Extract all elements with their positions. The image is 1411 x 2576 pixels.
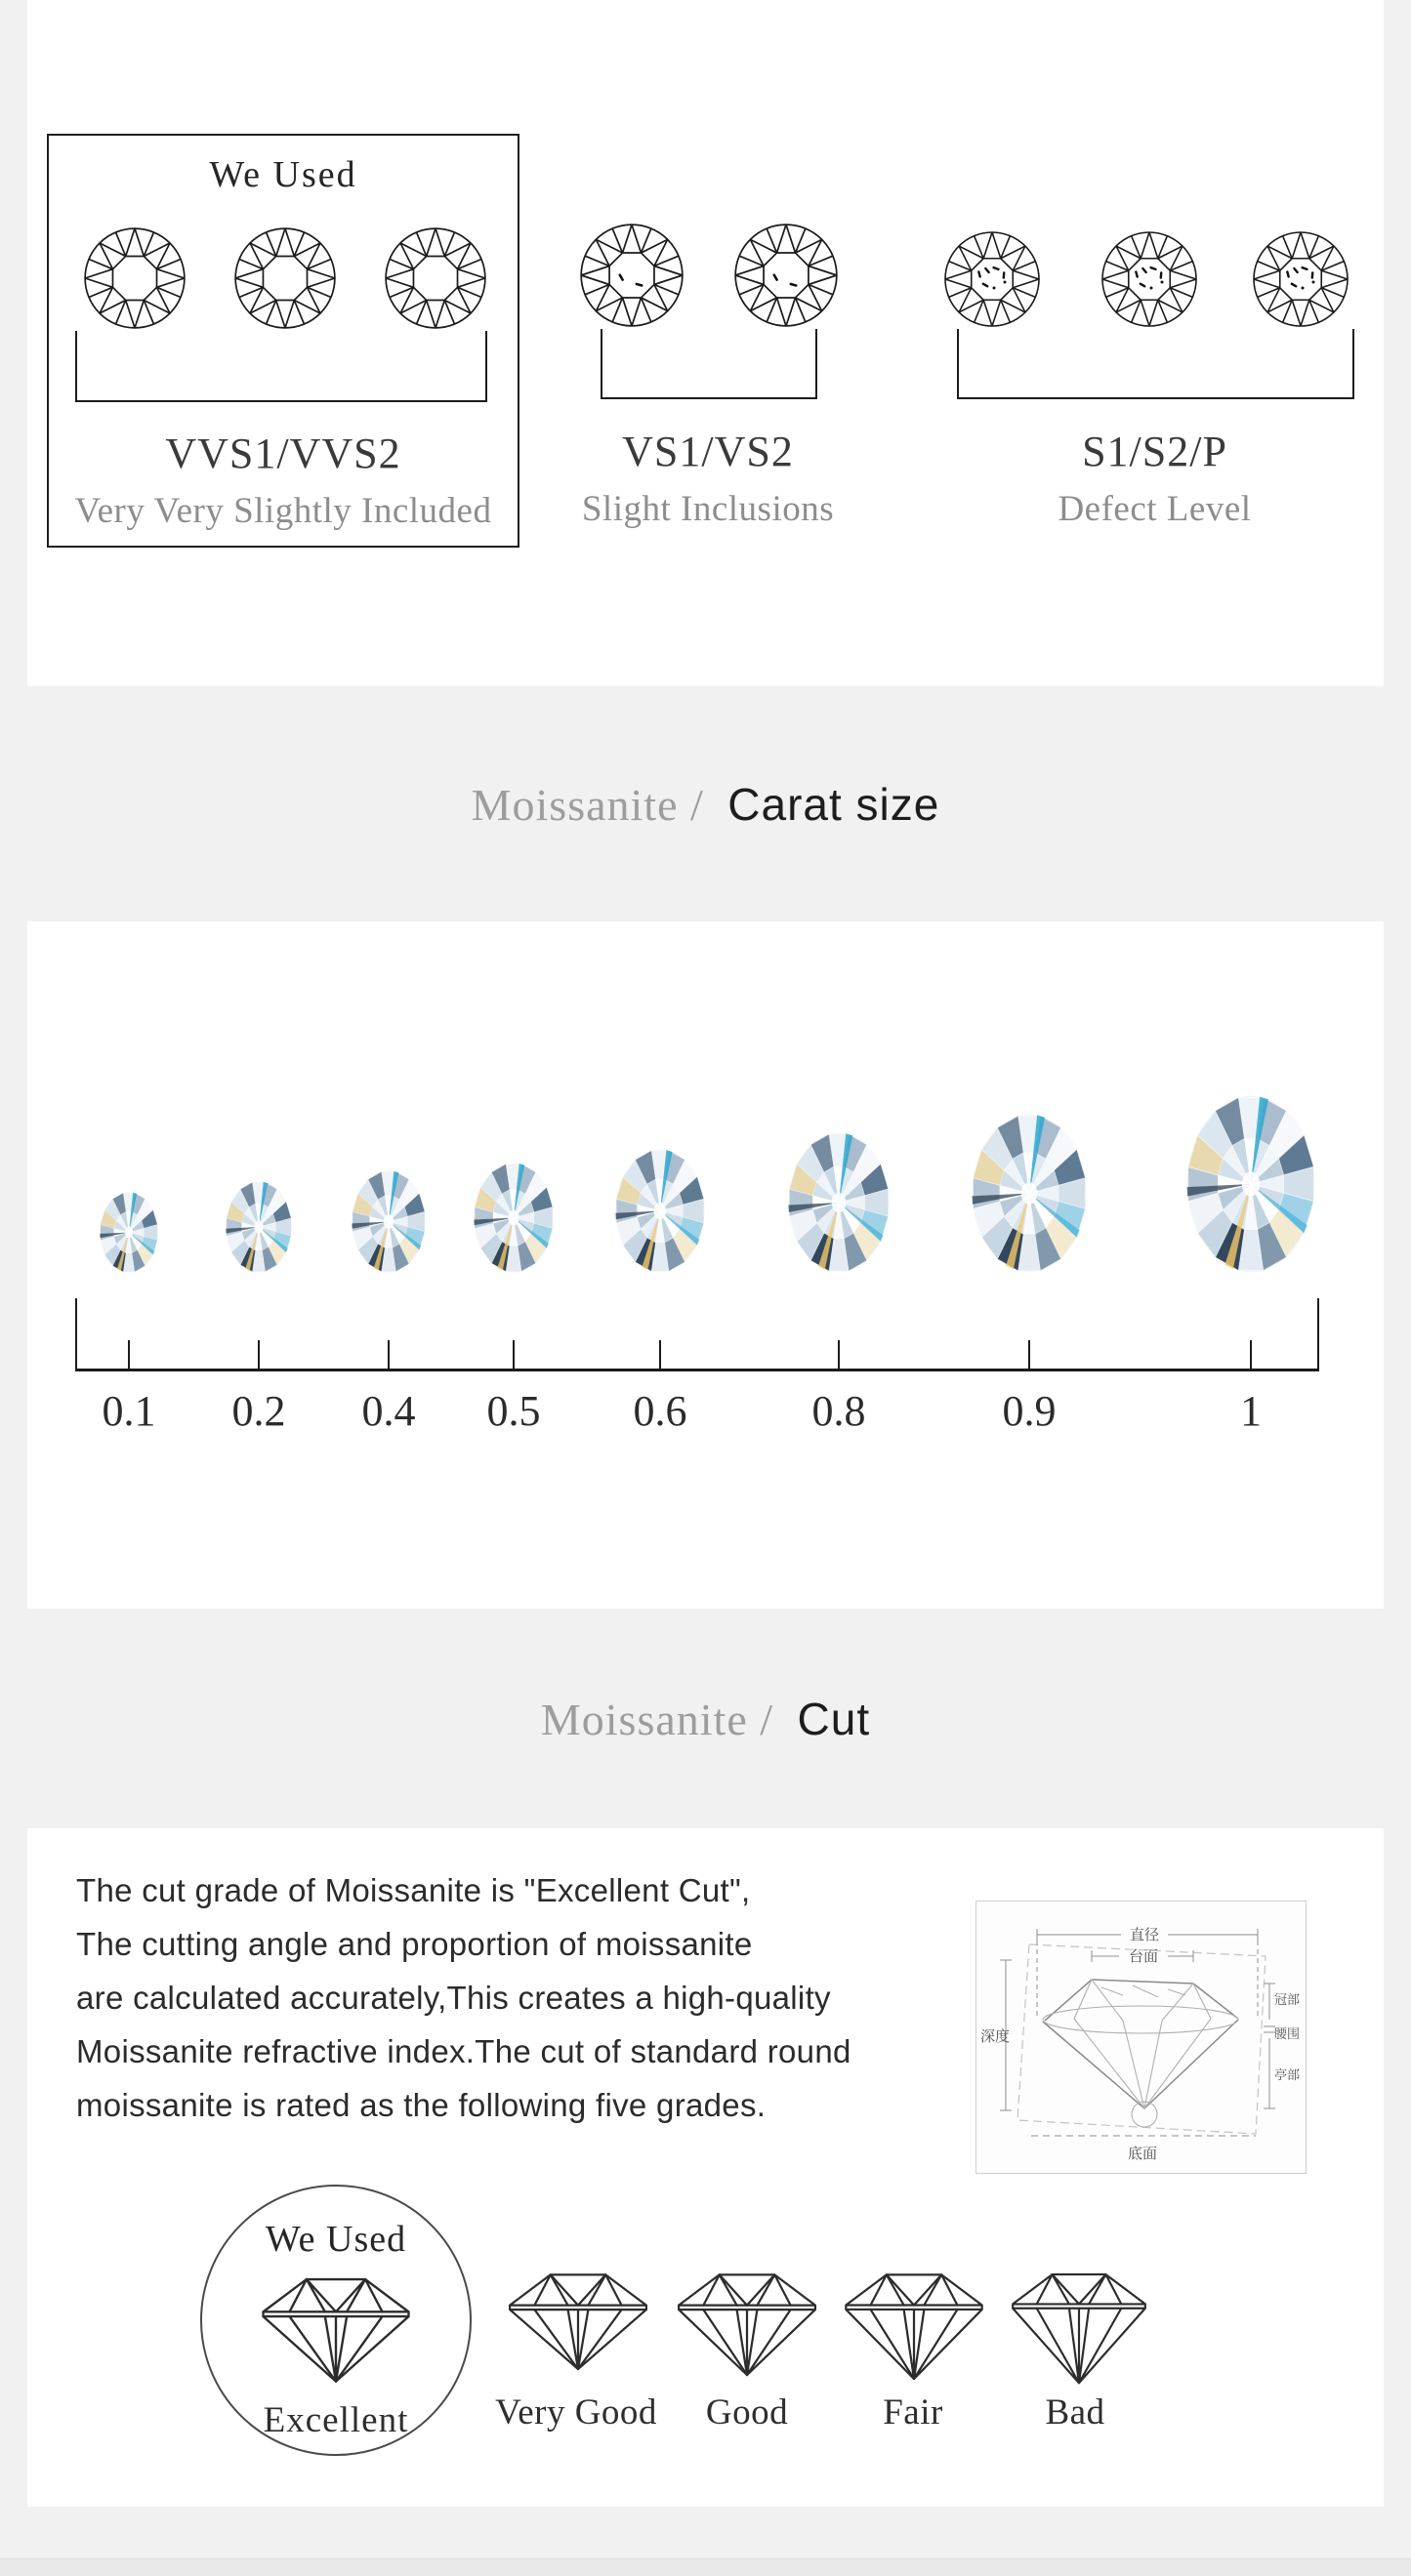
paragraph-line: The cut grade of Moissanite is "Excellent Cut", bbox=[76, 1872, 751, 1908]
carat-size-label: 0.5 bbox=[486, 1387, 541, 1435]
carat-section bbox=[27, 921, 1384, 1609]
paragraph-line: Moissanite refractive index.The cut of standard round bbox=[76, 2033, 851, 2069]
ruler-tick bbox=[388, 1340, 390, 1371]
cut-proportion-diagram bbox=[975, 1901, 1307, 2174]
diamond-sideview-icon bbox=[258, 2269, 414, 2388]
ruler-end-tick bbox=[1317, 1298, 1319, 1371]
clarity-section bbox=[27, 0, 1384, 686]
diamond-sideview-icon bbox=[674, 2265, 820, 2381]
diamond-topview-icon bbox=[83, 226, 187, 330]
diamond-topview-icon bbox=[1252, 230, 1349, 328]
diagram-label-crown: 冠部 bbox=[1274, 1993, 1301, 2008]
diamond-sideview-icon bbox=[841, 2265, 987, 2385]
diagram-label-culet: 底面 bbox=[1127, 2145, 1158, 2162]
gem-photo-1ct bbox=[1186, 1095, 1315, 1273]
heading-emphasis: Cut bbox=[797, 1693, 871, 1744]
diamond-topview-icon bbox=[384, 226, 487, 330]
cut-grade-label: Very Good bbox=[495, 2392, 657, 2433]
diagram-label-depth: 深度 bbox=[980, 2027, 1011, 2045]
diamond-topview-icon bbox=[733, 223, 839, 328]
carat-heading-band bbox=[0, 686, 1411, 921]
diamond-topview-icon bbox=[579, 223, 685, 328]
gem-photo-0.4ct bbox=[352, 1170, 426, 1273]
carat-size-label: 0.1 bbox=[102, 1387, 156, 1435]
clarity-grade-label: VS1/VS2 bbox=[622, 428, 794, 475]
paragraph-line: moissanite is rated as the following five grades. bbox=[76, 2087, 767, 2123]
carat-size-label: 0.2 bbox=[231, 1387, 286, 1435]
diamond-sideview-icon bbox=[1008, 2265, 1150, 2389]
ruler-end-tick bbox=[75, 1298, 77, 1371]
page-bottom-strip bbox=[0, 2558, 1411, 2576]
carat-size-label: 0.6 bbox=[633, 1387, 687, 1435]
gem-photo-0.5ct bbox=[474, 1163, 554, 1273]
ruler-tick bbox=[659, 1340, 661, 1371]
gem-photo-0.1ct bbox=[100, 1192, 158, 1273]
diamond-topview-icon bbox=[943, 230, 1041, 328]
cut-grade-label: Good bbox=[705, 2392, 789, 2433]
carat-size-label: 0.9 bbox=[1002, 1387, 1057, 1435]
group-bracket bbox=[75, 331, 487, 402]
we-used-label: We Used bbox=[209, 154, 357, 195]
we-used-label: We Used bbox=[265, 2219, 407, 2260]
carat-ruler bbox=[75, 1369, 1319, 1371]
clarity-grade-desc: Very Very Slightly Included bbox=[74, 491, 492, 531]
we-used-cut-circle bbox=[200, 2185, 472, 2456]
gem-photo-0.9ct bbox=[972, 1114, 1087, 1273]
cut-heading-band bbox=[0, 1609, 1411, 1828]
ruler-tick bbox=[513, 1340, 515, 1371]
heading-prefix: Moissanite / bbox=[540, 1694, 774, 1744]
cut-grade-label: Fair bbox=[883, 2392, 943, 2433]
diagram-label-diameter: 直径 bbox=[1129, 1926, 1160, 1943]
ruler-tick bbox=[128, 1340, 130, 1371]
diamond-proportion-sketch-icon bbox=[976, 1901, 1306, 2173]
clarity-grade-label: S1/S2/P bbox=[1082, 428, 1227, 475]
diagram-label-girdle: 腰围 bbox=[1274, 2027, 1301, 2042]
diamond-topview-icon bbox=[1100, 230, 1198, 328]
group-bracket bbox=[601, 329, 817, 399]
clarity-group-s bbox=[942, 134, 1367, 548]
diamond-sideview-icon bbox=[505, 2265, 651, 2375]
paragraph-line: The cutting angle and proportion of moissanite bbox=[76, 1926, 753, 1962]
gem-photo-0.2ct bbox=[226, 1181, 292, 1273]
carat-size-label: 0.8 bbox=[811, 1387, 866, 1435]
gem-photo-0.6ct bbox=[615, 1149, 705, 1273]
diamond-topview-icon bbox=[233, 226, 337, 330]
group-bracket bbox=[957, 329, 1354, 399]
cut-section-heading bbox=[541, 1693, 870, 1745]
cut-section bbox=[27, 1828, 1384, 2507]
ruler-tick bbox=[838, 1340, 840, 1371]
diagram-label-table: 台面 bbox=[1128, 1947, 1159, 1965]
heading-prefix: Moissanite / bbox=[471, 779, 704, 830]
cut-grade-label: Excellent bbox=[263, 2400, 409, 2440]
paragraph-line: are calculated accurately,This creates a high-quality bbox=[76, 1980, 831, 2016]
ruler-tick bbox=[1250, 1340, 1252, 1371]
clarity-grade-desc: Defect Level bbox=[1058, 489, 1252, 529]
we-used-clarity-box bbox=[47, 134, 519, 548]
gem-photo-0.8ct bbox=[788, 1132, 890, 1273]
ruler-tick bbox=[258, 1340, 260, 1371]
carat-section-heading bbox=[472, 778, 940, 831]
clarity-grade-desc: Slight Inclusions bbox=[581, 489, 835, 529]
diagram-label-pavilion: 亭部 bbox=[1274, 2068, 1301, 2083]
clarity-group-vs bbox=[566, 134, 850, 548]
carat-size-label: 1 bbox=[1240, 1387, 1262, 1435]
ruler-tick bbox=[1028, 1340, 1030, 1371]
cut-description-paragraph bbox=[76, 1863, 851, 2132]
carat-size-label: 0.4 bbox=[361, 1387, 416, 1435]
cut-grade-label: Bad bbox=[1045, 2392, 1105, 2433]
clarity-grade-label: VVS1/VVS2 bbox=[165, 429, 401, 477]
heading-emphasis: Carat size bbox=[727, 778, 940, 830]
